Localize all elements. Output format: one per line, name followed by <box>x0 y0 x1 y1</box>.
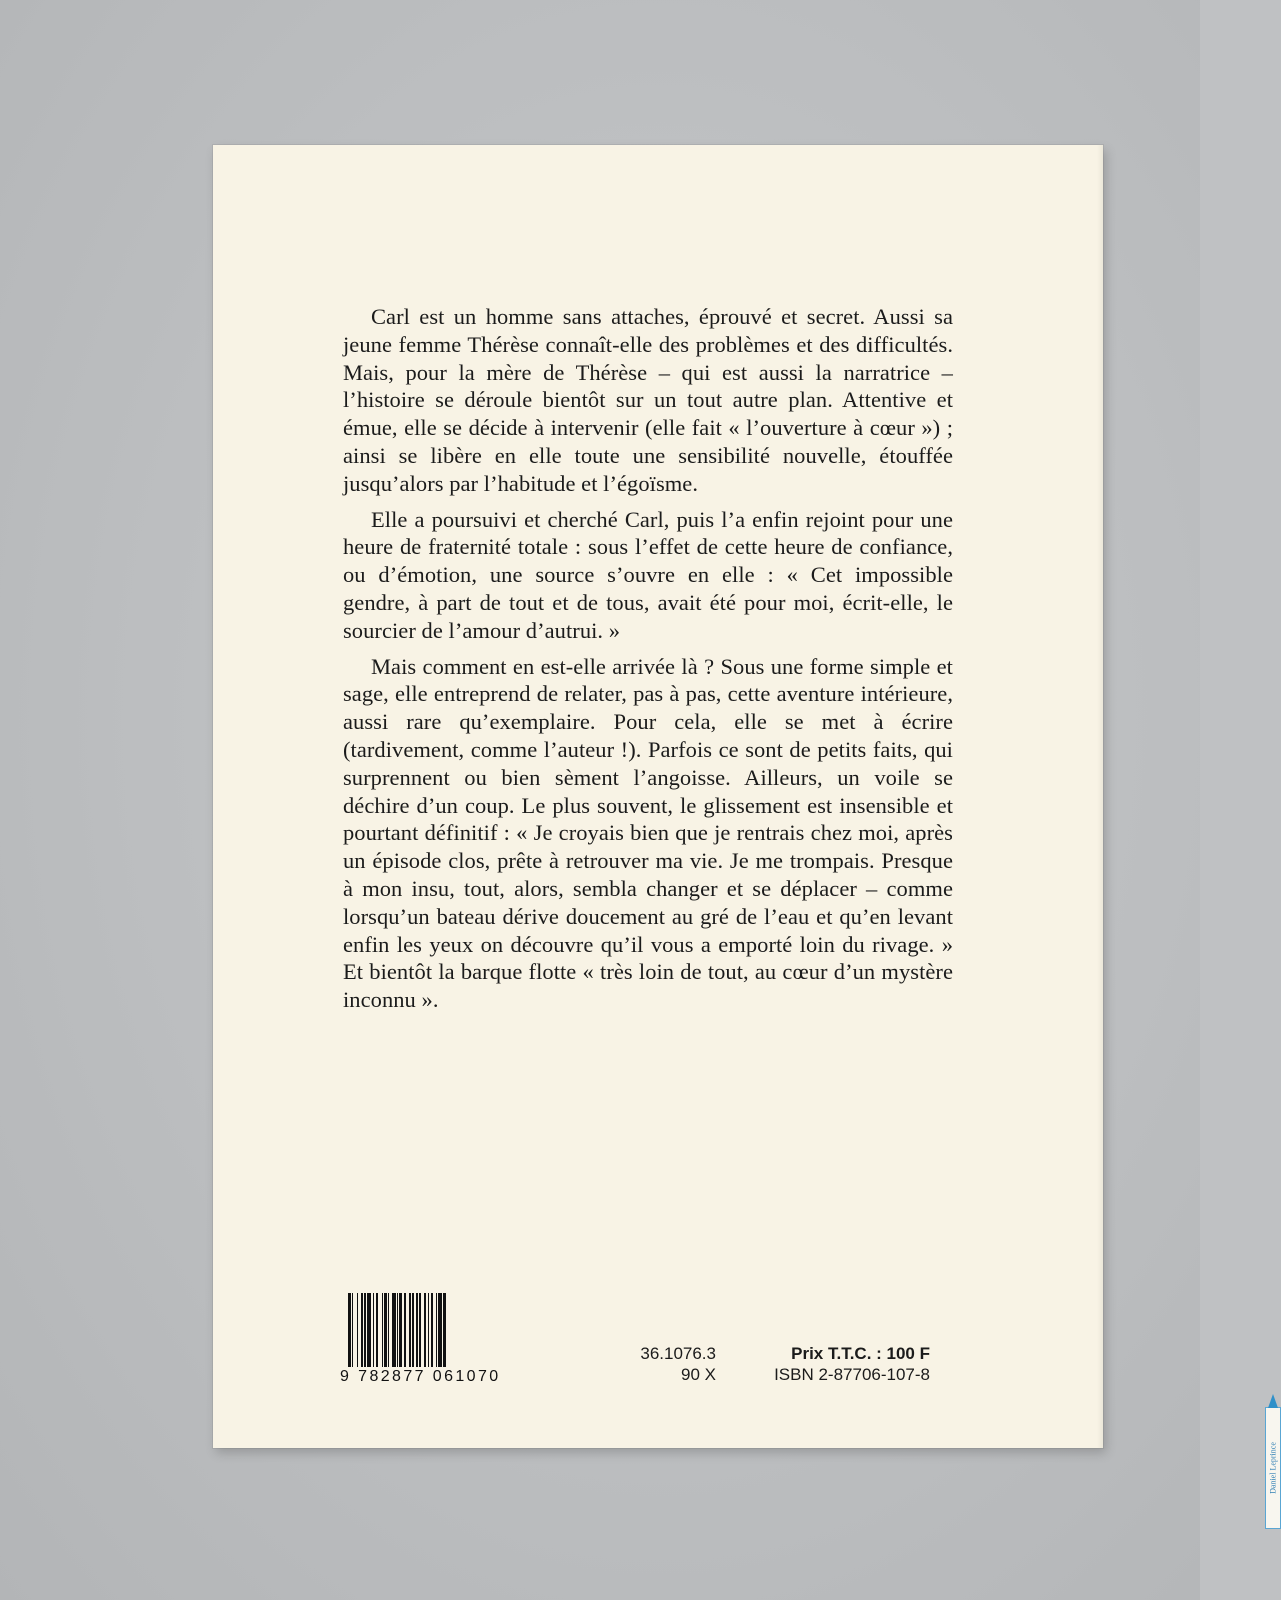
barcode-bar <box>436 1293 437 1367</box>
barcode-bar <box>409 1293 410 1367</box>
barcode-bar <box>373 1293 374 1367</box>
barcode-bar <box>364 1293 365 1367</box>
book-back-cover <box>213 145 1278 1494</box>
barcode-digits: 9 782877 061070 <box>340 1368 501 1385</box>
catalog-codes <box>598 1343 716 1385</box>
price-block <box>723 1343 930 1385</box>
barcode-bar <box>352 1293 353 1367</box>
isbn-label: ISBN 2-87706-107-8 <box>774 1365 930 1384</box>
blurb-paragraph-2: Elle a poursuivi et cherché Carl, puis l’a enfin rejoint pour une heure de fraternité totale : sous l’effet de cette heure de confiance, ou d’émotion, une source s’ouvre en elle : « Cet impossible gendre, à part de tout et de tous, avait été pour moi, écrit-elle, le sourcier de l’amour d’autrui. » <box>343 506 953 643</box>
barcode-bar <box>412 1293 415 1367</box>
blurb-text <box>343 303 953 1022</box>
barcode-bar <box>388 1293 389 1367</box>
barcode-bar <box>428 1293 429 1367</box>
barcode-bar <box>392 1293 396 1367</box>
barcode-block <box>340 1293 530 1386</box>
barcode-bar <box>438 1293 442 1367</box>
barcode-bar <box>424 1293 425 1367</box>
barcode-bar <box>397 1293 398 1367</box>
pen-tip-icon <box>1268 1394 1278 1408</box>
barcode-bar <box>357 1293 358 1367</box>
barcode-bar <box>348 1293 351 1367</box>
barcode-bar <box>404 1293 405 1367</box>
blurb-paragraph-3: Mais comment en est-elle arrivée là ? Sous une forme simple et sage, elle entreprend de relater, pas à pas, cette aventure intérieure, aussi rare qu’exemplaire. Pour cela, elle se met à écrire (tardivement, comme l’auteur !). Parfois ce sont de petits faits, qui surprennent ou bien sèment l’angoisse. Ailleurs, un voile se déchire d’un coup. Le plus souvent, le glissement est insensible et pourtant définitif : « Je croyais bien que je rentrais chez moi, après un épisode clos, prête à retrouver ma vie. Je me trompais. Presque à mon insu, tout, alors, sembla changer et se déplacer – comme lorsqu’un bateau dérive doucement au gré de l’eau et qu’en levant enfin les yeux on découvre qu’il vous a emporté loin du rivage. » Et bientôt la barque flotte « très loin de tout, au cœur d’un mystère inconnu ». <box>343 653 953 1013</box>
barcode-bar <box>399 1293 402 1367</box>
catalog-code-1: 36.1076.3 <box>640 1344 716 1363</box>
barcode-bar <box>431 1293 434 1367</box>
barcode-bar <box>419 1293 420 1367</box>
barcode-bar <box>367 1293 371 1367</box>
catalog-code-2: 90 X <box>681 1365 716 1384</box>
cover-credit-text: Daniel Leprince <box>1268 1442 1278 1494</box>
barcode-bar <box>361 1293 364 1367</box>
barcode-bar <box>384 1293 387 1367</box>
barcode-bar <box>376 1293 379 1367</box>
price-label: Prix T.T.C. : 100 F <box>791 1344 930 1363</box>
barcode-bar <box>443 1293 446 1367</box>
barcode <box>348 1293 528 1367</box>
blurb-paragraph-1: Carl est un homme sans attaches, éprouvé et secret. Aussi sa jeune femme Thérèse connaît-elle des problèmes et des difficultés. Mais, pour la mère de Thérèse – qui est aussi la narratrice – l’histoire se déroule bientôt sur un tout autre plan. Attentive et émue, elle se décide à intervenir (elle fait « l’ouverture à cœur ») ; ainsi se libère en elle toute une sensibilité nouvelle, étouffée jusqu’alors par l’habitude et l’égoïsme. <box>343 304 953 496</box>
barcode-bar <box>382 1293 383 1367</box>
cover-credit-tag <box>1265 1407 1281 1529</box>
barcode-bar <box>416 1293 419 1367</box>
